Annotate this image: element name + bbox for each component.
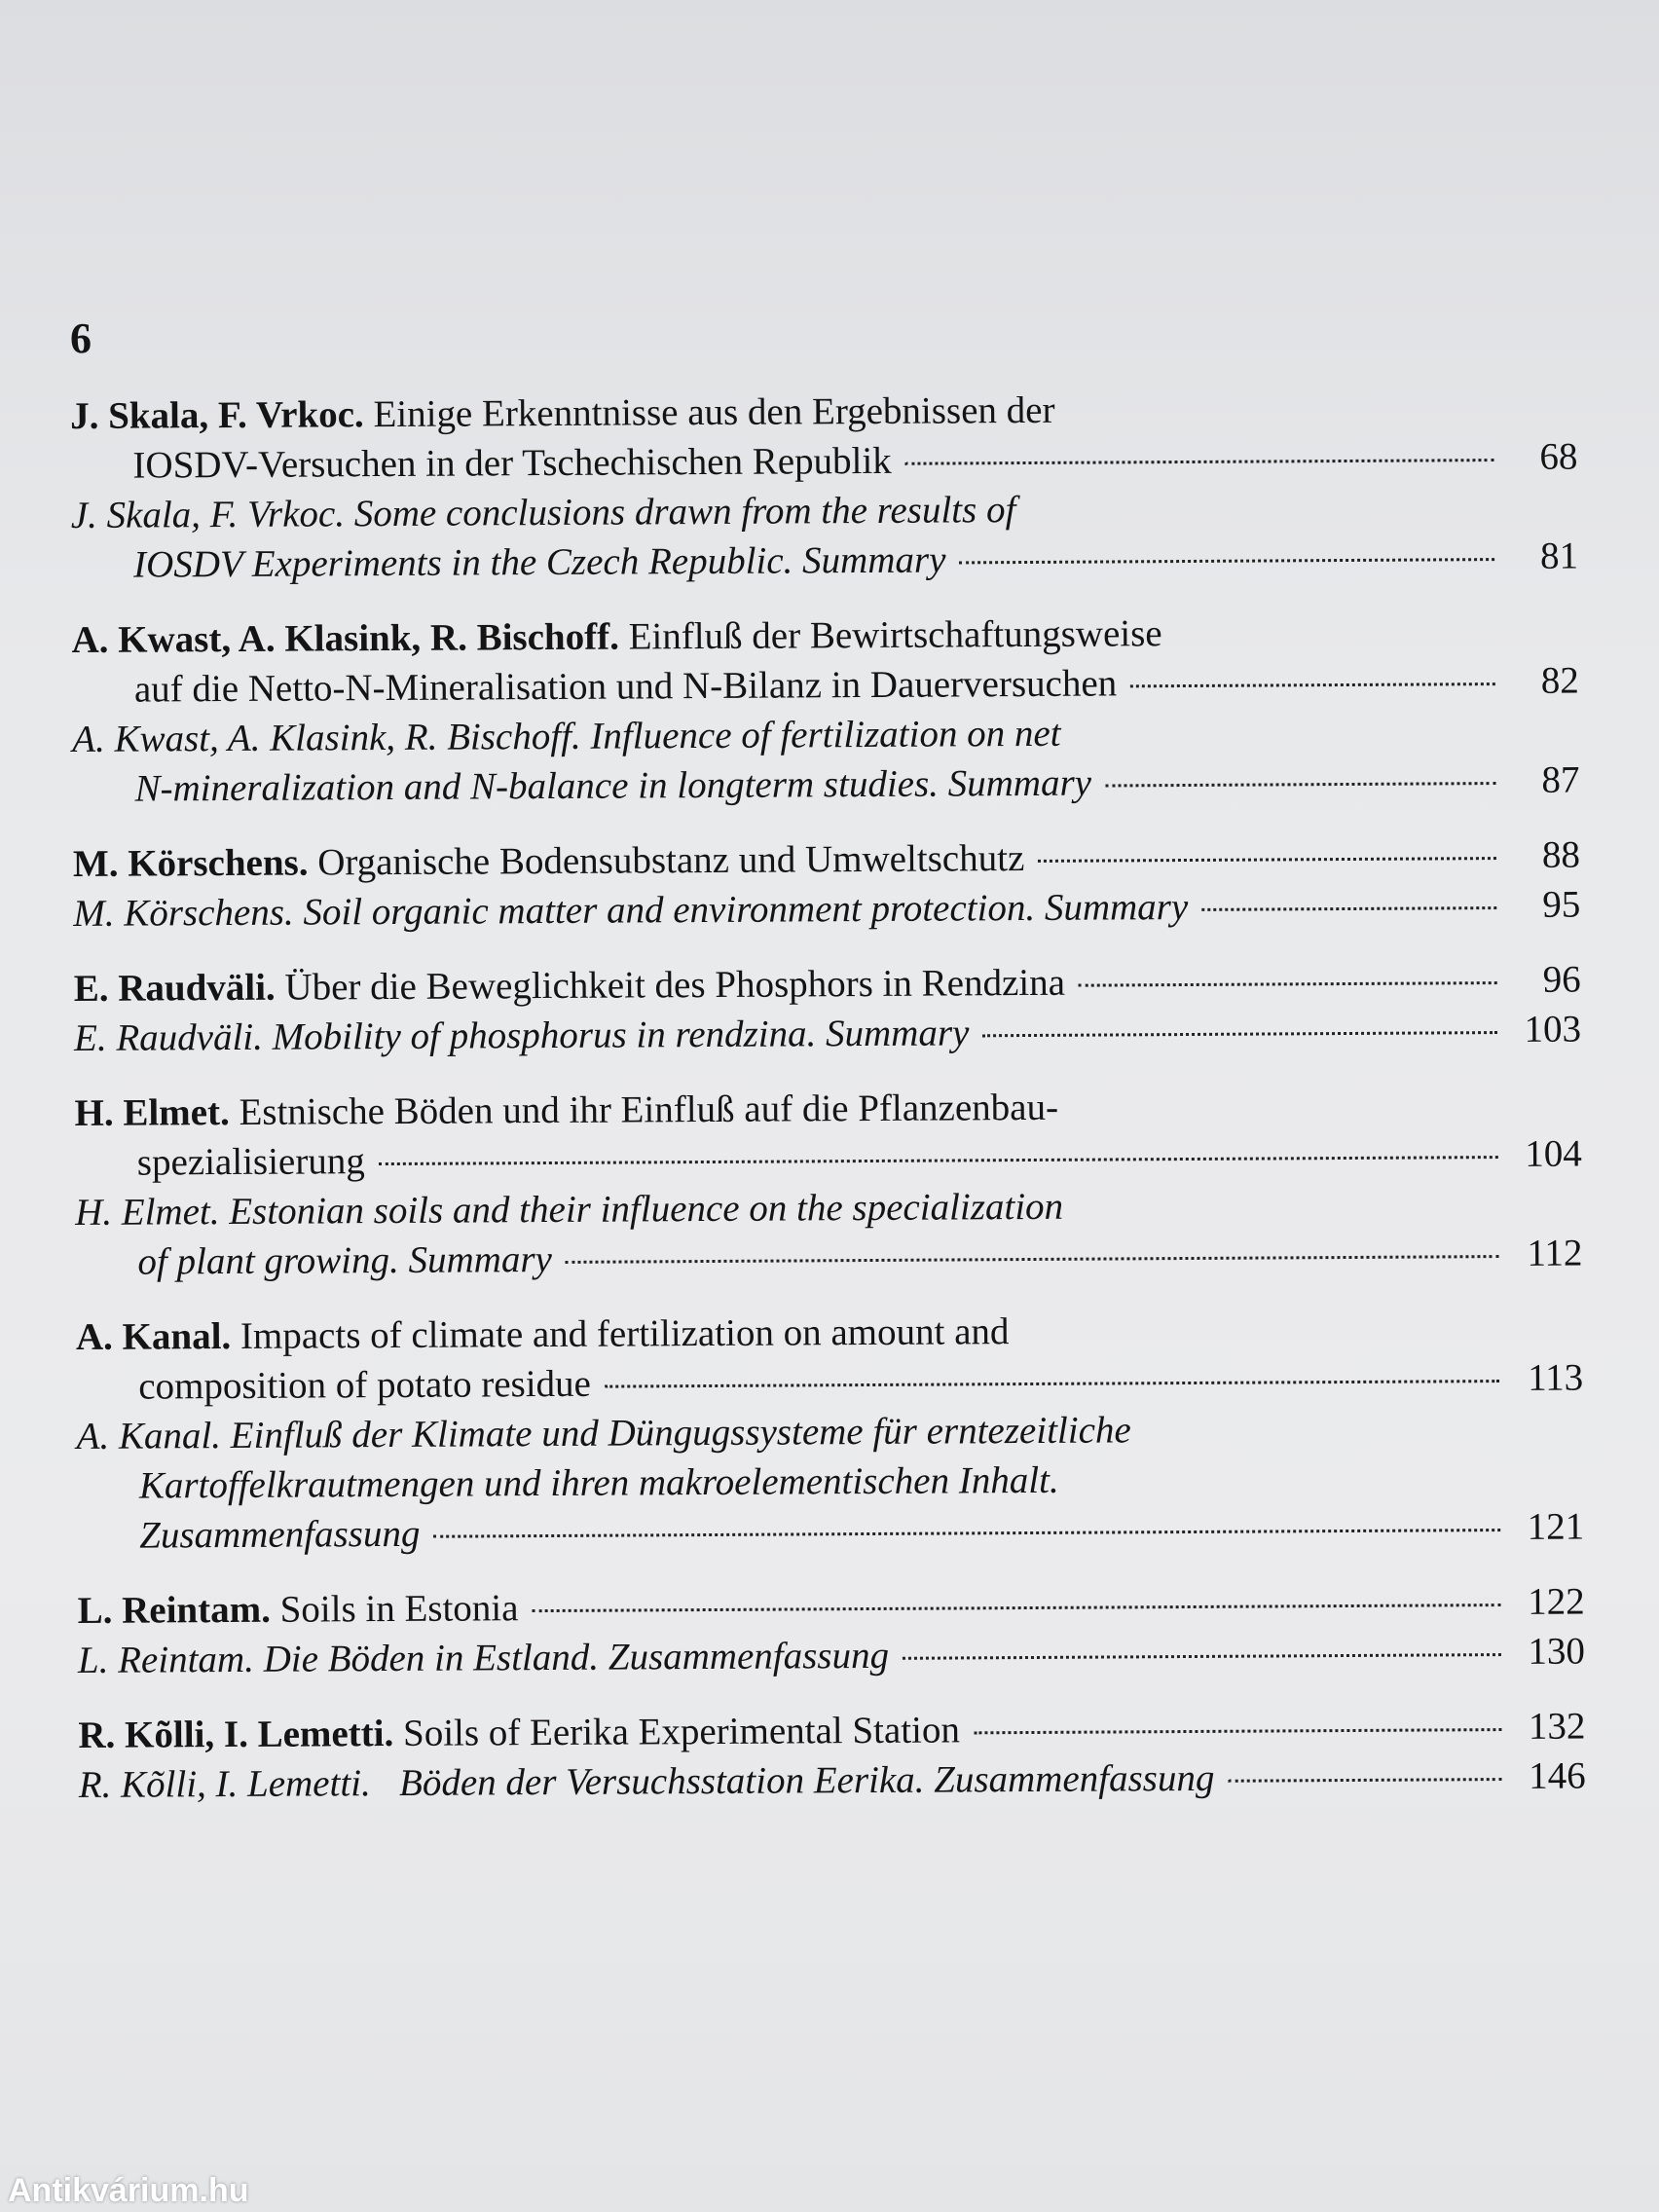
toc-entry xyxy=(71,607,1579,814)
entry-author: L. Reintam. xyxy=(77,1588,272,1632)
entry-title-line xyxy=(76,1353,1583,1412)
dot-leader xyxy=(433,1529,1500,1538)
dot-leader xyxy=(974,1728,1501,1734)
entry-title: auf die Netto-N-Mineralisation und N-Bilanz in Dauerversuchen xyxy=(133,662,1118,711)
dot-leader xyxy=(1105,782,1495,787)
entry-title-line xyxy=(72,656,1579,715)
summary-title: A. Kanal. Einfluß der Klimate und Düngugssysteme für erntezeitliche xyxy=(76,1409,1131,1457)
dot-leader xyxy=(1201,906,1496,911)
entry-title-line xyxy=(73,830,1580,889)
entry-author: A. Kwast, A. Klasink, R. Bischoff. xyxy=(71,615,620,661)
entry-title-line xyxy=(70,432,1577,491)
summary-title: N-mineralization and N-balance in longterm studies. Summary xyxy=(134,761,1092,810)
dot-leader xyxy=(379,1156,1498,1165)
summary-line xyxy=(71,482,1578,540)
entry-page: 104 xyxy=(1525,1132,1582,1175)
summary-title: Kartoffelkrautmengen und ihren makroelementischen Inhalt. xyxy=(138,1458,1059,1507)
entry-title-line xyxy=(74,1080,1581,1138)
summary-title: E. Raudväli. Mobility of phosphorus in rendzina. Summary xyxy=(73,1012,970,1059)
toc-entry xyxy=(74,955,1582,1063)
entry-title-line xyxy=(70,383,1577,441)
entry-title: composition of potato residue xyxy=(138,1362,592,1408)
summary-page: 103 xyxy=(1524,1008,1582,1051)
entry-title: Einfluß der Bewirtschaftungsweise xyxy=(628,612,1162,658)
dot-leader xyxy=(1130,682,1495,687)
summary-line xyxy=(74,1005,1581,1063)
entry-title-line xyxy=(78,1702,1585,1760)
entry-page: 68 xyxy=(1539,435,1578,478)
toc-entry xyxy=(76,1304,1585,1561)
summary-page: 81 xyxy=(1539,535,1579,577)
toc-entry xyxy=(77,1577,1585,1685)
page-number: 6 xyxy=(70,314,92,362)
summary-line xyxy=(72,706,1579,764)
entry-page: 113 xyxy=(1528,1356,1584,1399)
entry-title: Über die Beweglichkeit des Phosphors in Rendzina xyxy=(284,961,1066,1009)
dot-leader xyxy=(903,1653,1501,1660)
summary-page: 112 xyxy=(1527,1232,1583,1274)
summary-title: J. Skala, F. Vrkoc. Some conclusions drawn from the results of xyxy=(70,489,1016,536)
watermark: Antikvárium.hu xyxy=(8,2172,249,2209)
summary-line xyxy=(71,532,1578,590)
entry-page: 96 xyxy=(1542,958,1581,1001)
entry-author: H. Elmet. xyxy=(74,1091,230,1134)
dot-leader xyxy=(959,558,1494,564)
dot-leader xyxy=(533,1604,1501,1612)
entry-title: IOSDV-Versuchen in der Tschechischen Republik xyxy=(132,439,892,487)
dot-leader xyxy=(905,459,1494,465)
entry-title-line xyxy=(75,1129,1582,1188)
entry-title: Organische Bodensubstanz und Umweltschutz xyxy=(317,837,1025,884)
entry-page: 122 xyxy=(1527,1580,1585,1623)
summary-title: A. Kwast, A. Klasink, R. Bischoff. Influence of fertilization on net xyxy=(72,712,1061,760)
summary-line xyxy=(72,756,1579,814)
entry-title: Estnische Böden und ihr Einfluß auf die Pflanzenbau- xyxy=(239,1086,1059,1133)
dot-leader xyxy=(1038,857,1496,863)
summary-page: 121 xyxy=(1527,1505,1585,1548)
entry-title: Soils in Estonia xyxy=(279,1587,519,1631)
entry-author: J. Skala, F. Vrkoc. xyxy=(70,393,364,437)
dot-leader xyxy=(1228,1778,1501,1783)
entry-page: 88 xyxy=(1541,833,1581,876)
entry-title: Impacts of climate and fertilization on amount and xyxy=(240,1310,1010,1357)
toc-entry xyxy=(78,1702,1586,1810)
summary-line xyxy=(73,880,1580,939)
summary-title: L. Reintam. Die Böden in Estland. Zusammenfassung xyxy=(77,1634,890,1681)
toc-entry xyxy=(73,830,1581,939)
entry-author: E. Raudväli. xyxy=(73,966,276,1010)
summary-title: M. Körschens. Soil organic matter and environment protection. Summary xyxy=(73,885,1189,935)
summary-title: Zusammenfassung xyxy=(139,1512,421,1557)
summary-page: 95 xyxy=(1542,883,1581,926)
toc-entry xyxy=(70,383,1578,590)
entry-author: M. Körschens. xyxy=(72,841,309,885)
summary-page: 87 xyxy=(1541,758,1580,801)
summary-line xyxy=(79,1751,1586,1810)
dot-leader xyxy=(566,1255,1499,1264)
entry-title-line xyxy=(71,607,1578,665)
entry-title: spezialisierung xyxy=(136,1140,365,1184)
summary-line xyxy=(77,1502,1584,1561)
summary-line xyxy=(77,1453,1584,1511)
summary-title: IOSDV Experiments in the Czech Republic. Summary xyxy=(132,538,946,586)
entry-author: R. Kõlli, I. Lemetti. xyxy=(78,1712,394,1756)
table-of-contents xyxy=(70,383,1586,1835)
summary-line xyxy=(76,1403,1583,1461)
dot-leader xyxy=(982,1031,1497,1037)
summary-title: R. Kõlli, I. Lemetti. Böden der Versuchsstation Eerika. Zusammenfassung xyxy=(78,1756,1215,1806)
entry-title-line xyxy=(74,955,1581,1014)
entry-title: Soils of Eerika Experimental Station xyxy=(402,1709,961,1754)
summary-page: 146 xyxy=(1529,1754,1586,1797)
summary-title: H. Elmet. Estonian soils and their influence on the specialization xyxy=(75,1185,1064,1234)
summary-line xyxy=(75,1229,1582,1287)
summary-line xyxy=(78,1627,1585,1685)
entry-author: A. Kanal. xyxy=(75,1315,232,1358)
toc-entry xyxy=(74,1080,1582,1287)
entry-title-line xyxy=(77,1577,1584,1636)
dot-leader xyxy=(605,1380,1499,1388)
entry-title-line xyxy=(76,1304,1583,1362)
entry-title: Einige Erkenntnisse aus den Ergebnissen der xyxy=(373,388,1055,436)
summary-line xyxy=(75,1179,1582,1237)
entry-page: 132 xyxy=(1528,1705,1586,1748)
dot-leader xyxy=(1079,981,1497,987)
entry-page: 82 xyxy=(1540,659,1579,702)
summary-title: of plant growing. Summary xyxy=(137,1237,552,1283)
summary-page: 130 xyxy=(1528,1630,1586,1673)
